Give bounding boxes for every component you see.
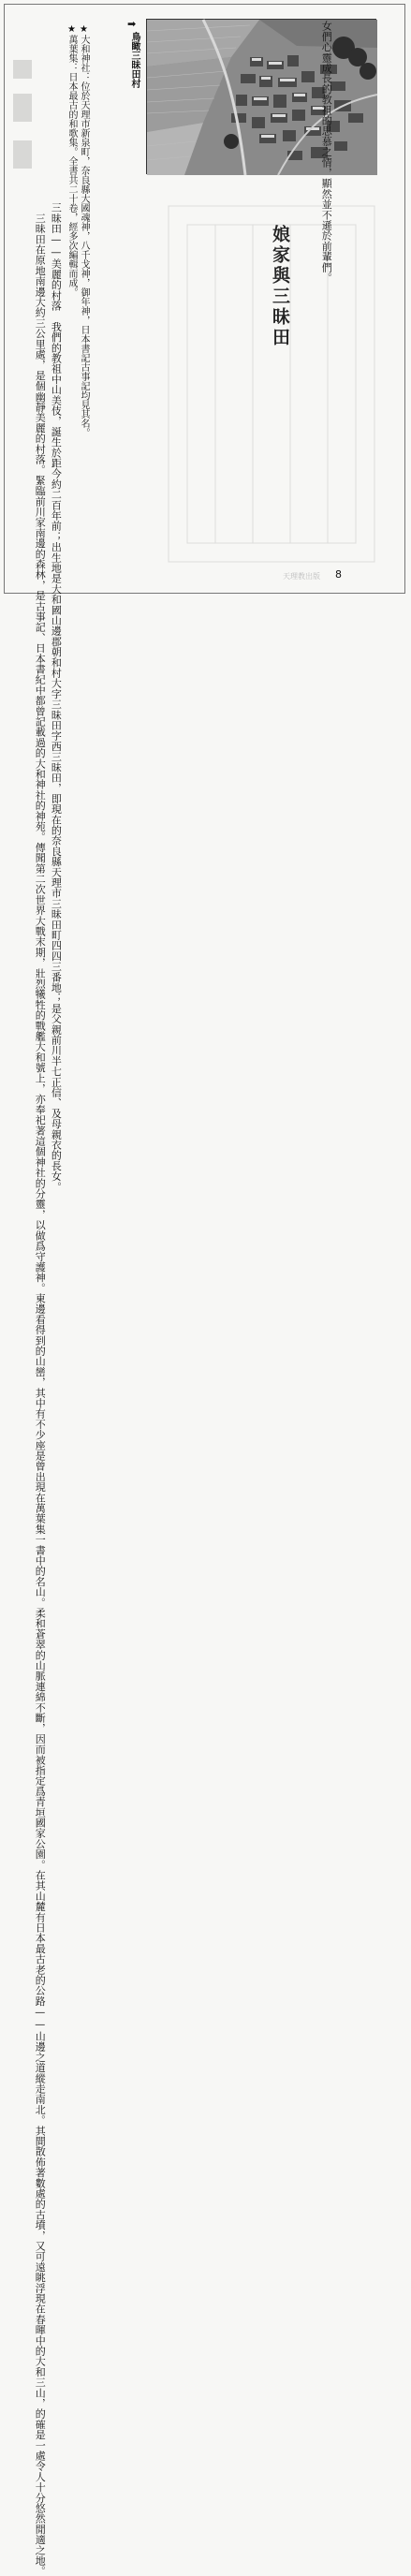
- body-text: 三昧田——美麗的村落 我們的教祖中山美伎，誕生於距今約二百年前；出生地是大和國山邊郡朝和村大字三昧田字西三昧田，即現在的奈良縣天理市三昧田町四四三番地；是父親前川半七正信、及母親衣的長女。 三昧田在原地南邊大約三公里處，是個幽靜美麗的村落。緊臨前川家南邊的森林，是古事記、日本書紀中都曾記載過的大和神社的神苑。傳聞第二次世界大戰末期，壯烈犧牲的戰艦大和號上，亦奉祀著這個神社的分靈，以做爲守護神。東邊看得到的山巒，其中有不少座是曾出現在萬葉集一書中的名山。柔和蒼翠的山脈連綿不斷，因而被指定爲青垣國家公園。在其山麓有日本最古老的公路——山邊之道縱走南北。其間散佈著數處的古墳，又可遠眺浮現在春暉中的大和三山，的確是一處令人十分悠然閒適之地。: [34, 202, 63, 2576]
- arrow-icon: ➡: [127, 18, 137, 30]
- aerial-photo: [146, 19, 376, 174]
- margin-decoration: [9, 56, 36, 178]
- photo-caption: 鳥瞰三昧田村: [129, 32, 139, 88]
- sidebar-notes: ★大和神社：位於天理市新泉町，奈良縣大國魂神，八千戈神，御年神，日本書記古事記均見其名。 ★萬葉集：日本最古的和歌集。全書共二十卷，經多次編輯而成。: [66, 24, 89, 437]
- footer-mark: 天理教出版: [283, 572, 320, 581]
- section-heading: 娘家與三昧田: [270, 225, 290, 348]
- page-number: 8: [335, 568, 342, 581]
- continued-paragraph: 女們心靈成長的教祖的思慕之情，顯然並不遜於前輩們。: [320, 21, 333, 283]
